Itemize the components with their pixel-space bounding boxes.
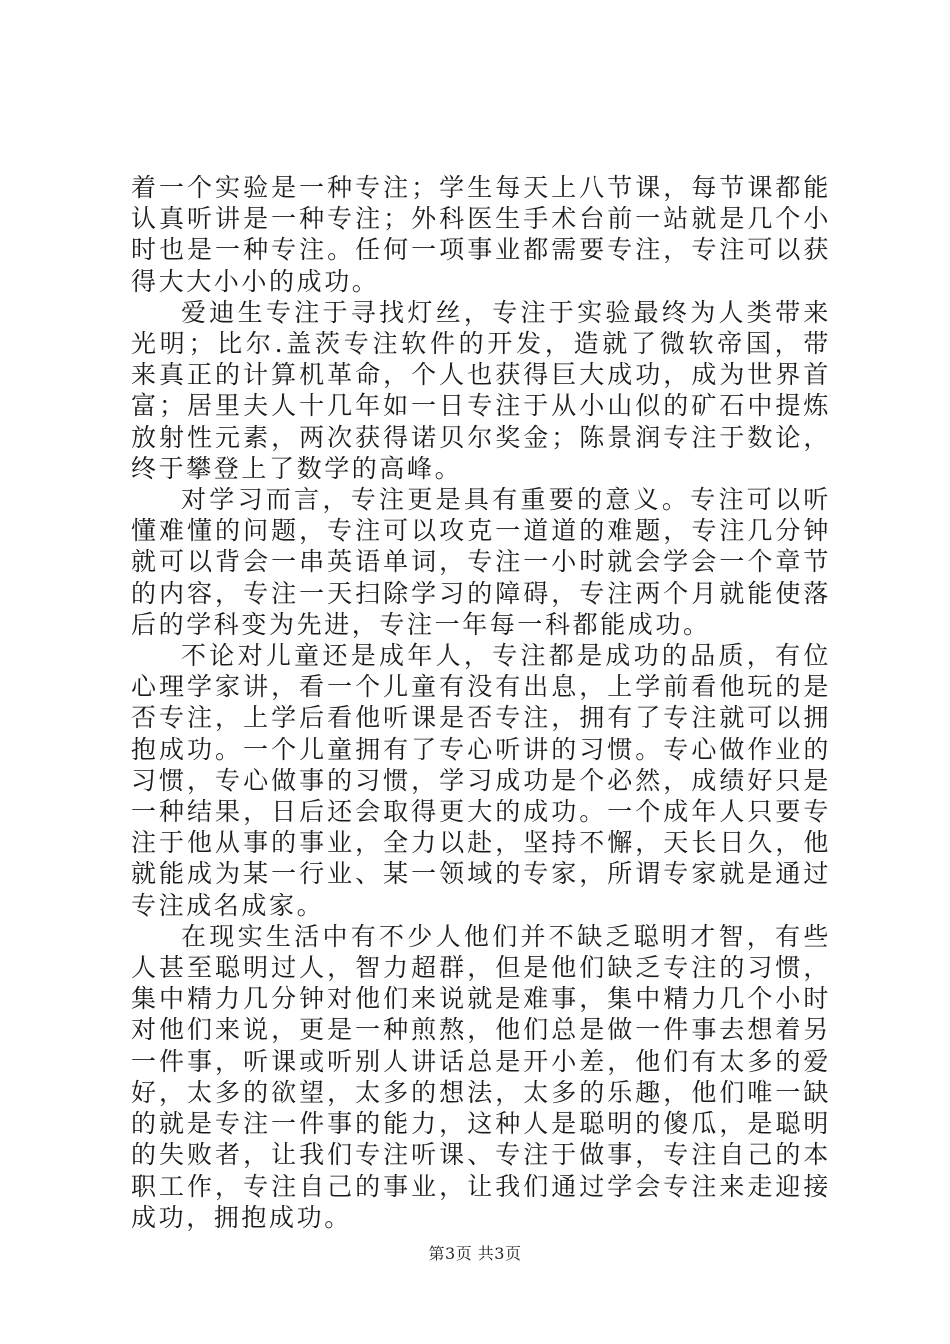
- paragraph-4: 不论对儿童还是成年人，专注都是成功的品质，有位心理学家讲，看一个儿童有没有出息，上学前看他玩的是否专注，上学后看他听课是否专注，拥有了专注就可以拥抱成功。一个儿童拥有了专心听讲的习惯。专心做作业的习惯，专心做事的习惯，学习成功是个必然，成绩好只是一种结果，日后还会取得更大的成功。一个成年人只要专注于他从事的事业，全力以赴，坚持不懈，天长日久，他就能成为某一行业、某一领域的专家，所谓专家就是通过专注成名成家。: [131, 641, 831, 920]
- paragraph-5: 在现实生活中有不少人他们并不缺乏聪明才智，有些人甚至聪明过人，智力超群，但是他们缺乏专注的习惯，集中精力几分钟对他们来说就是难事，集中精力几个小时对他们来说，更是一种煎熬，他们总是做一件事去想着另一件事，听课或听别人讲话总是开小差，他们有太多的爱好，太多的欲望，太多的想法，太多的乐趣，他们唯一缺的就是专注一件事的能力，这种人是聪明的傻瓜，是聪明的失败者，让我们专注听课、专注于做事，专注自己的本职工作，专注自己的事业，让我们通过学会专注来走迎接成功，拥抱成功。: [131, 921, 831, 1232]
- paragraph-1: 着一个实验是一种专注；学生每天上八节课，每节课都能认真听讲是一种专注；外科医生手术台前一站就是几个小时也是一种专注。任何一项事业都需要专注，专注可以获得大大小小的成功。: [131, 173, 831, 296]
- page-footer: 第3页 共3页: [428, 1244, 522, 1263]
- document-body: [131, 172, 831, 1233]
- paragraph-2: 爱迪生专注于寻找灯丝，专注于实验最终为人类带来光明；比尔.盖茨专注软件的开发，造就了微软帝国，带来真正的计算机革命，个人也获得巨大成功，成为世界首富；居里夫人十几年如一日专注于从小山似的矿石中提炼放射性元素，两次获得诺贝尔奖金；陈景润专注于数论，终于攀登上了数学的高峰。: [131, 297, 831, 483]
- paragraph-3: 对学习而言，专注更是具有重要的意义。专注可以听懂难懂的问题，专注可以攻克一道道的难题，专注几分钟就可以背会一串英语单词，专注一小时就会学会一个章节的内容，专注一天扫除学习的障碍，专注两个月就能使落后的学科变为先进，专注一年每一科都能成功。: [131, 485, 831, 639]
